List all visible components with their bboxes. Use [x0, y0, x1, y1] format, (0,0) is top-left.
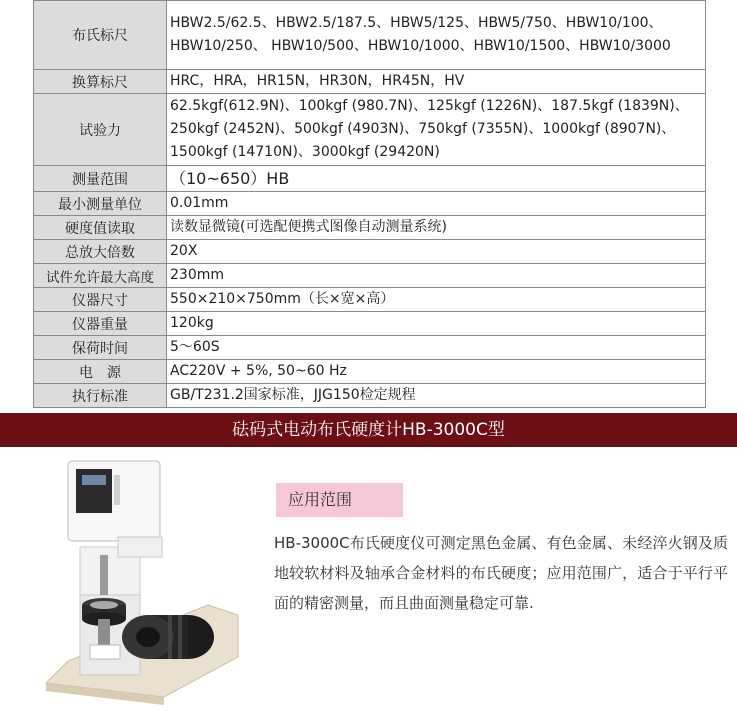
- spec-label: 换算标尺: [34, 70, 167, 94]
- spec-value: HBW2.5/62.5、HBW2.5/187.5、HBW5/125、HBW5/750、HBW10/100、HBW10/250、 HBW10/500、HBW10/1000、HBW10/1500、HBW10/3000: [167, 1, 706, 70]
- spec-row: [34, 70, 706, 94]
- spec-row: [34, 216, 706, 240]
- spec-row: [34, 384, 706, 408]
- spec-row: [34, 166, 706, 192]
- spec-row: [34, 192, 706, 216]
- application-description: HB-3000C布氏硬度仪可测定黑色金属、有色金属、未经淬火钢及质地较软材料及轴承合金材料的布氏硬度；应用范围广，适合于平行平面的精密测量，而且曲面测量稳定可靠.: [274, 534, 728, 612]
- spec-row: [34, 264, 706, 288]
- spec-row: [34, 360, 706, 384]
- hardness-tester-photo: [38, 455, 250, 705]
- product-title: 砝码式电动布氏硬度计HB-3000C型: [232, 420, 505, 440]
- spec-value: AC220V + 5%, 50~60 Hz: [167, 360, 706, 384]
- spec-label: 硬度值读取: [34, 216, 167, 240]
- spec-value: GB/T231.2国家标准，JJG150检定规程: [167, 384, 706, 408]
- spec-value: 230mm: [167, 264, 706, 288]
- spec-value: 62.5kgf(612.9N)、100kgf (980.7N)、125kgf (1226N)、187.5kgf (1839N)、250kgf (2452N)、500kgf (4903N)、750kgf (7355N)、1000kgf (8907N)、1500kgf (14710N)、3000kgf (29420N): [167, 94, 706, 166]
- spec-label: 试件允许最大高度: [34, 264, 167, 288]
- spec-label: 试验力: [34, 94, 167, 166]
- spec-label: 仪器尺寸: [34, 288, 167, 312]
- spec-value: 0.01mm: [167, 192, 706, 216]
- application-tag: 应用范围: [276, 483, 403, 517]
- spec-value: 550×210×750mm（长×宽×高）: [167, 288, 706, 312]
- spec-label: 最小测量单位: [34, 192, 167, 216]
- spec-label: 测量范围: [34, 166, 167, 192]
- spec-row: [34, 1, 706, 70]
- spec-label: 布氏标尺: [34, 1, 167, 70]
- spec-row: [34, 240, 706, 264]
- spec-row: [34, 288, 706, 312]
- spec-value: 5～60S: [167, 336, 706, 360]
- product-title-banner: [0, 413, 737, 447]
- spec-value: 20X: [167, 240, 706, 264]
- spec-label: 保荷时间: [34, 336, 167, 360]
- spec-table: [33, 0, 706, 408]
- spec-value: 读数显微镜(可选配便携式图像自动测量系统): [167, 216, 706, 240]
- spec-label: 执行标准: [34, 384, 167, 408]
- spec-value: （10~650）HB: [167, 166, 706, 192]
- spec-value: 120kg: [167, 312, 706, 336]
- spec-label: 仪器重量: [34, 312, 167, 336]
- spec-label: 总放大倍数: [34, 240, 167, 264]
- spec-row: [34, 312, 706, 336]
- spec-label: 电 源: [34, 360, 167, 384]
- spec-row: [34, 336, 706, 360]
- spec-value: HRC，HRA，HR15N，HR30N，HR45N，HV: [167, 70, 706, 94]
- spec-row: [34, 94, 706, 166]
